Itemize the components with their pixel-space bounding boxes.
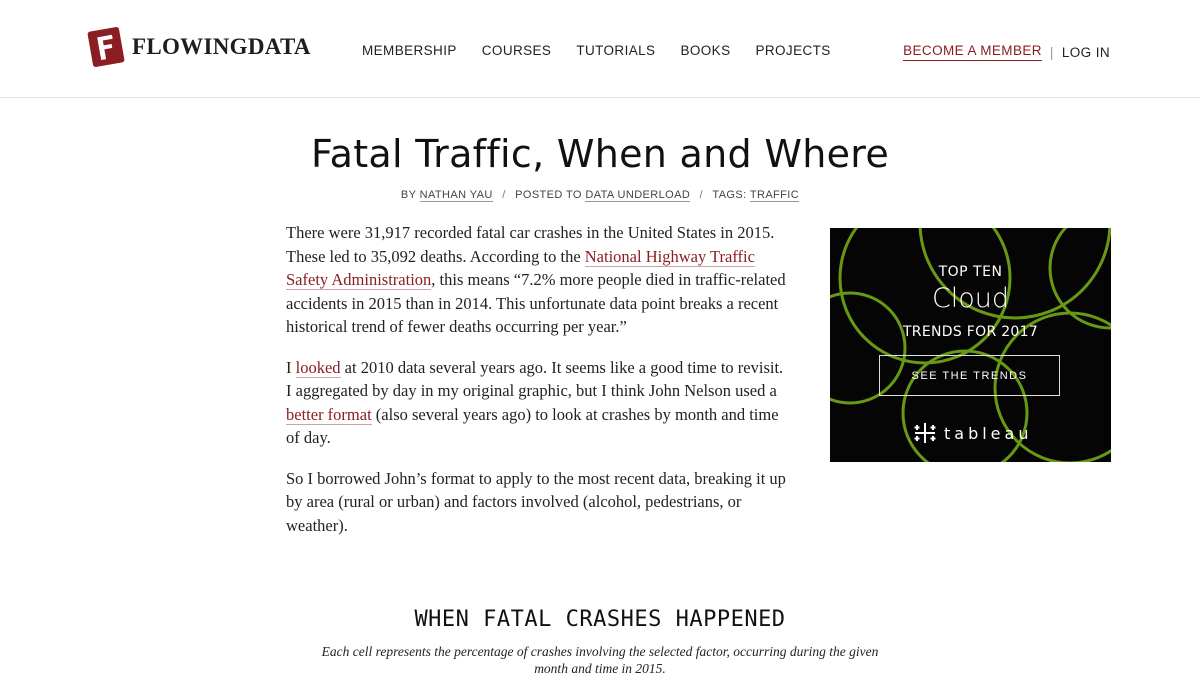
tableau-logo [912, 420, 1032, 446]
nav-books[interactable]: BOOKS [680, 43, 731, 58]
paragraph-text: There were 31,917 recorded fatal car crashes in the United States in 2015. These led to 35,092 deaths. According to the [286, 223, 775, 266]
nav-separator: | [1049, 44, 1054, 60]
paragraph-2 [286, 356, 786, 450]
tableau-wordmark: tableau [944, 423, 1033, 443]
meta-tags-label: TAGS: [712, 189, 747, 201]
tableau-ad[interactable] [830, 228, 1111, 462]
nav-membership[interactable]: MEMBERSHIP [362, 43, 457, 58]
paragraph-text: at 2010 data several years ago. It seems like a good time to revisit. I aggregated by day in my original graphic, but I think John Nelson used a [286, 357, 784, 400]
author-link[interactable]: NATHAN YAU [419, 189, 493, 201]
become-member-link[interactable]: BECOME A MEMBER [903, 43, 1042, 61]
account-links [903, 43, 1110, 61]
looked-link[interactable]: looked [295, 357, 341, 377]
site-logo[interactable] [90, 29, 311, 65]
nav-tutorials[interactable]: TUTORIALS [576, 43, 656, 58]
page-title: Fatal Traffic, When and Where [310, 132, 890, 176]
nav-courses[interactable]: COURSES [481, 43, 552, 58]
paragraph-text: (also several years ago) to look at crashes by month and time of day. [286, 404, 779, 447]
meta-by-label: BY [400, 189, 417, 201]
ad-subheadline: TRENDS FOR 2017 [902, 324, 1039, 340]
nav-projects[interactable]: PROJECTS [755, 43, 831, 58]
meta-separator: / [502, 189, 506, 201]
ad-top-text: TOP TEN [938, 264, 1003, 280]
see-trends-button[interactable]: SEE THE TRENDS [879, 355, 1060, 396]
login-link[interactable]: LOG IN [1061, 44, 1110, 60]
category-link[interactable]: DATA UNDERLOAD [585, 189, 691, 201]
site-header [0, 0, 1200, 98]
paragraph-1 [286, 221, 786, 339]
tag-link[interactable]: TRAFFIC [749, 189, 800, 201]
paragraph-text: I [286, 357, 296, 377]
section-title: WHEN FATAL CRASHES HAPPENED [414, 607, 786, 632]
main-nav [362, 43, 856, 58]
post-meta [0, 189, 1200, 201]
section-subtitle: Each cell represents the percentage of crashes involving the selected factor, occurring during the given month and time in 2015. [321, 644, 879, 676]
paragraph-3: So I borrowed John’s format to apply to the most recent data, breaking it up by area (rural or urban) and factors involved (alcohol, pedestrians, or weather). [286, 468, 786, 535]
paragraph-text: , this means “7.2% more people died in traffic-related accidents in 2015 than in 2014. This unfortunate data point breaks a recent historical trend of fewer deaths occurring per year.” [286, 270, 786, 336]
flowingdata-f-icon [87, 26, 125, 67]
article-body [286, 221, 786, 554]
better-format-link[interactable]: better format [286, 404, 372, 424]
tableau-cross-icon [912, 420, 938, 446]
meta-separator: / [699, 189, 704, 201]
logo-text: FLOWINGDATA [132, 34, 311, 59]
meta-posted-label: POSTED TO [515, 189, 582, 201]
nhtsa-link[interactable]: National Highway Traffic Safety Administration [286, 246, 755, 289]
ad-headline: Cloud [931, 283, 1010, 314]
